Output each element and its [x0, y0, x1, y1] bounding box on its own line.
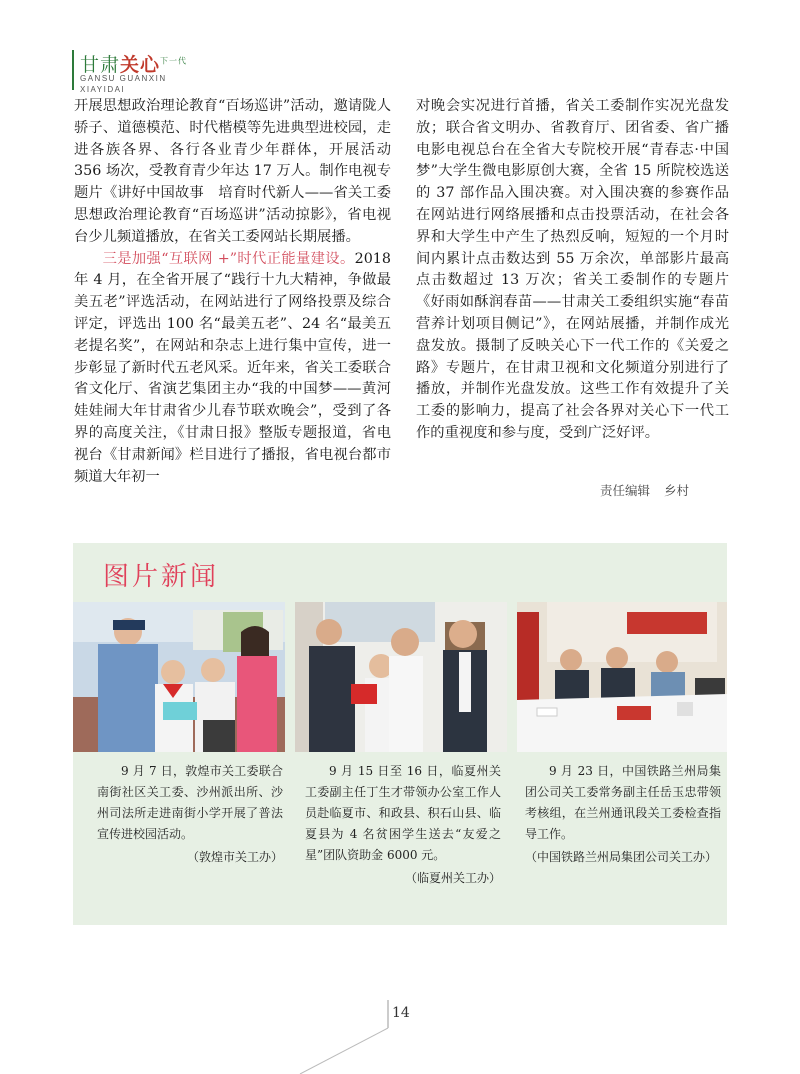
page-number: 14 — [392, 1005, 410, 1021]
caption-credit: （敦煌市关工办） — [186, 850, 283, 864]
masthead-logo: 甘肃关心$^{下一代}$ — [80, 54, 188, 76]
caption-text: 9 月 23 日，中国铁路兰州局集团公司关工委常务副主任岳玉忠带领考核组，在兰州通讯段关工委检查指导工作。 — [525, 764, 721, 841]
article-paragraph: 对晚会实况进行首播，省关工委制作实况光盘发放；联合省文明办、省教育厅、团省委、省广播电影电视总台在全省大专院校开展“青春志·中国梦”大学生微电影原创大赛，全省 15 所院校选送的 37 部作品入围决赛。对入围决赛的参赛作品在网站进行网络展播和点击投票活动，在社会各界和大学生中产生了热烈反响，短短的一个月时间内累计点击数达到 55 万余次，单部影片最高点击数超过 13 万次；省关工委制作的专题片《好雨如酥润春苗——甘肃关工委组织实施“春苗营养计划项目侧记”》，在网站展播，并制作成光盘发放。摄制了反映关心下一代工作的《关爱之路》专题片，在甘肃卫视和文化频道分别进行了播放，并制作光盘发放。这些工作有效提升了关工委的影响力，提高了社会各界对关心下一代工作的重视度和参与度，受到广泛好评。 — [416, 98, 729, 441]
article-paragraph: 开展思想政治理论教育“百场巡讲”活动，邀请陇人骄子、道德模范、时代楷模等先进典型进校园，走进各族各界、各行各业青少年群体，开展活动 356 场次，受教育青少年达 17 万人。制作电视专题片《讲好中国故事 培育时代新人——省关工委思想政治理论教育“百场巡讲”活动掠影》，省电视台少儿频道播放，在省关工委网站长期展播。 — [74, 98, 391, 245]
editor-label: 责任编辑 — [600, 483, 651, 498]
photo-news-title: 图片新闻 — [103, 562, 220, 592]
masthead-subtitle-line2: XIAYIDAI — [80, 85, 126, 94]
caption-text: 9 月 7 日，敦煌市关工委联合南街社区关工委、沙州派出所、沙州司法所走进南街小学开展了普法宣传进校园活动。 — [97, 764, 283, 841]
caption-text: 9 月 15 日至 16 日，临夏州关工委副主任丁生才带领办公室工作人员赴临夏市、和政县、积石山县、临夏县为 4 名贫困学生送去“友爱之星”团队资助金 6000 元。 — [305, 764, 501, 862]
editor-name: 乡村 — [664, 483, 690, 498]
caption-credit: （中国铁路兰州局集团公司关工办） — [525, 850, 718, 864]
article-paragraph-text: 2018 年 4 月，在全省开展了“践行十九大精神，争做最美五老”评选活动，在网站进行了网络投票及综合评定，评选出 100 名“最美五老”、24 名“最美五老提名奖”，在网站和杂志上进行集中宣传，进一步彰显了新时代五老风采。近年来，省关工委联合省文化厅、省演艺集团主办“我的中国梦——黄河娃娃闹大年甘肃省少儿春节联欢晚会”，受到了各界的高度关注，《甘肃日报》整版专题报道，省电视台《甘肃新闻》栏目进行了播报，省电视台都市频道大年初一 — [74, 250, 391, 485]
section-heading-highlight: 三是加强“互联网 +”时代正能量建设。 — [102, 250, 355, 267]
masthead-subtitle-line1: GANSU GUANXIN — [80, 74, 167, 83]
caption-credit: （临夏州关工办） — [404, 871, 501, 885]
